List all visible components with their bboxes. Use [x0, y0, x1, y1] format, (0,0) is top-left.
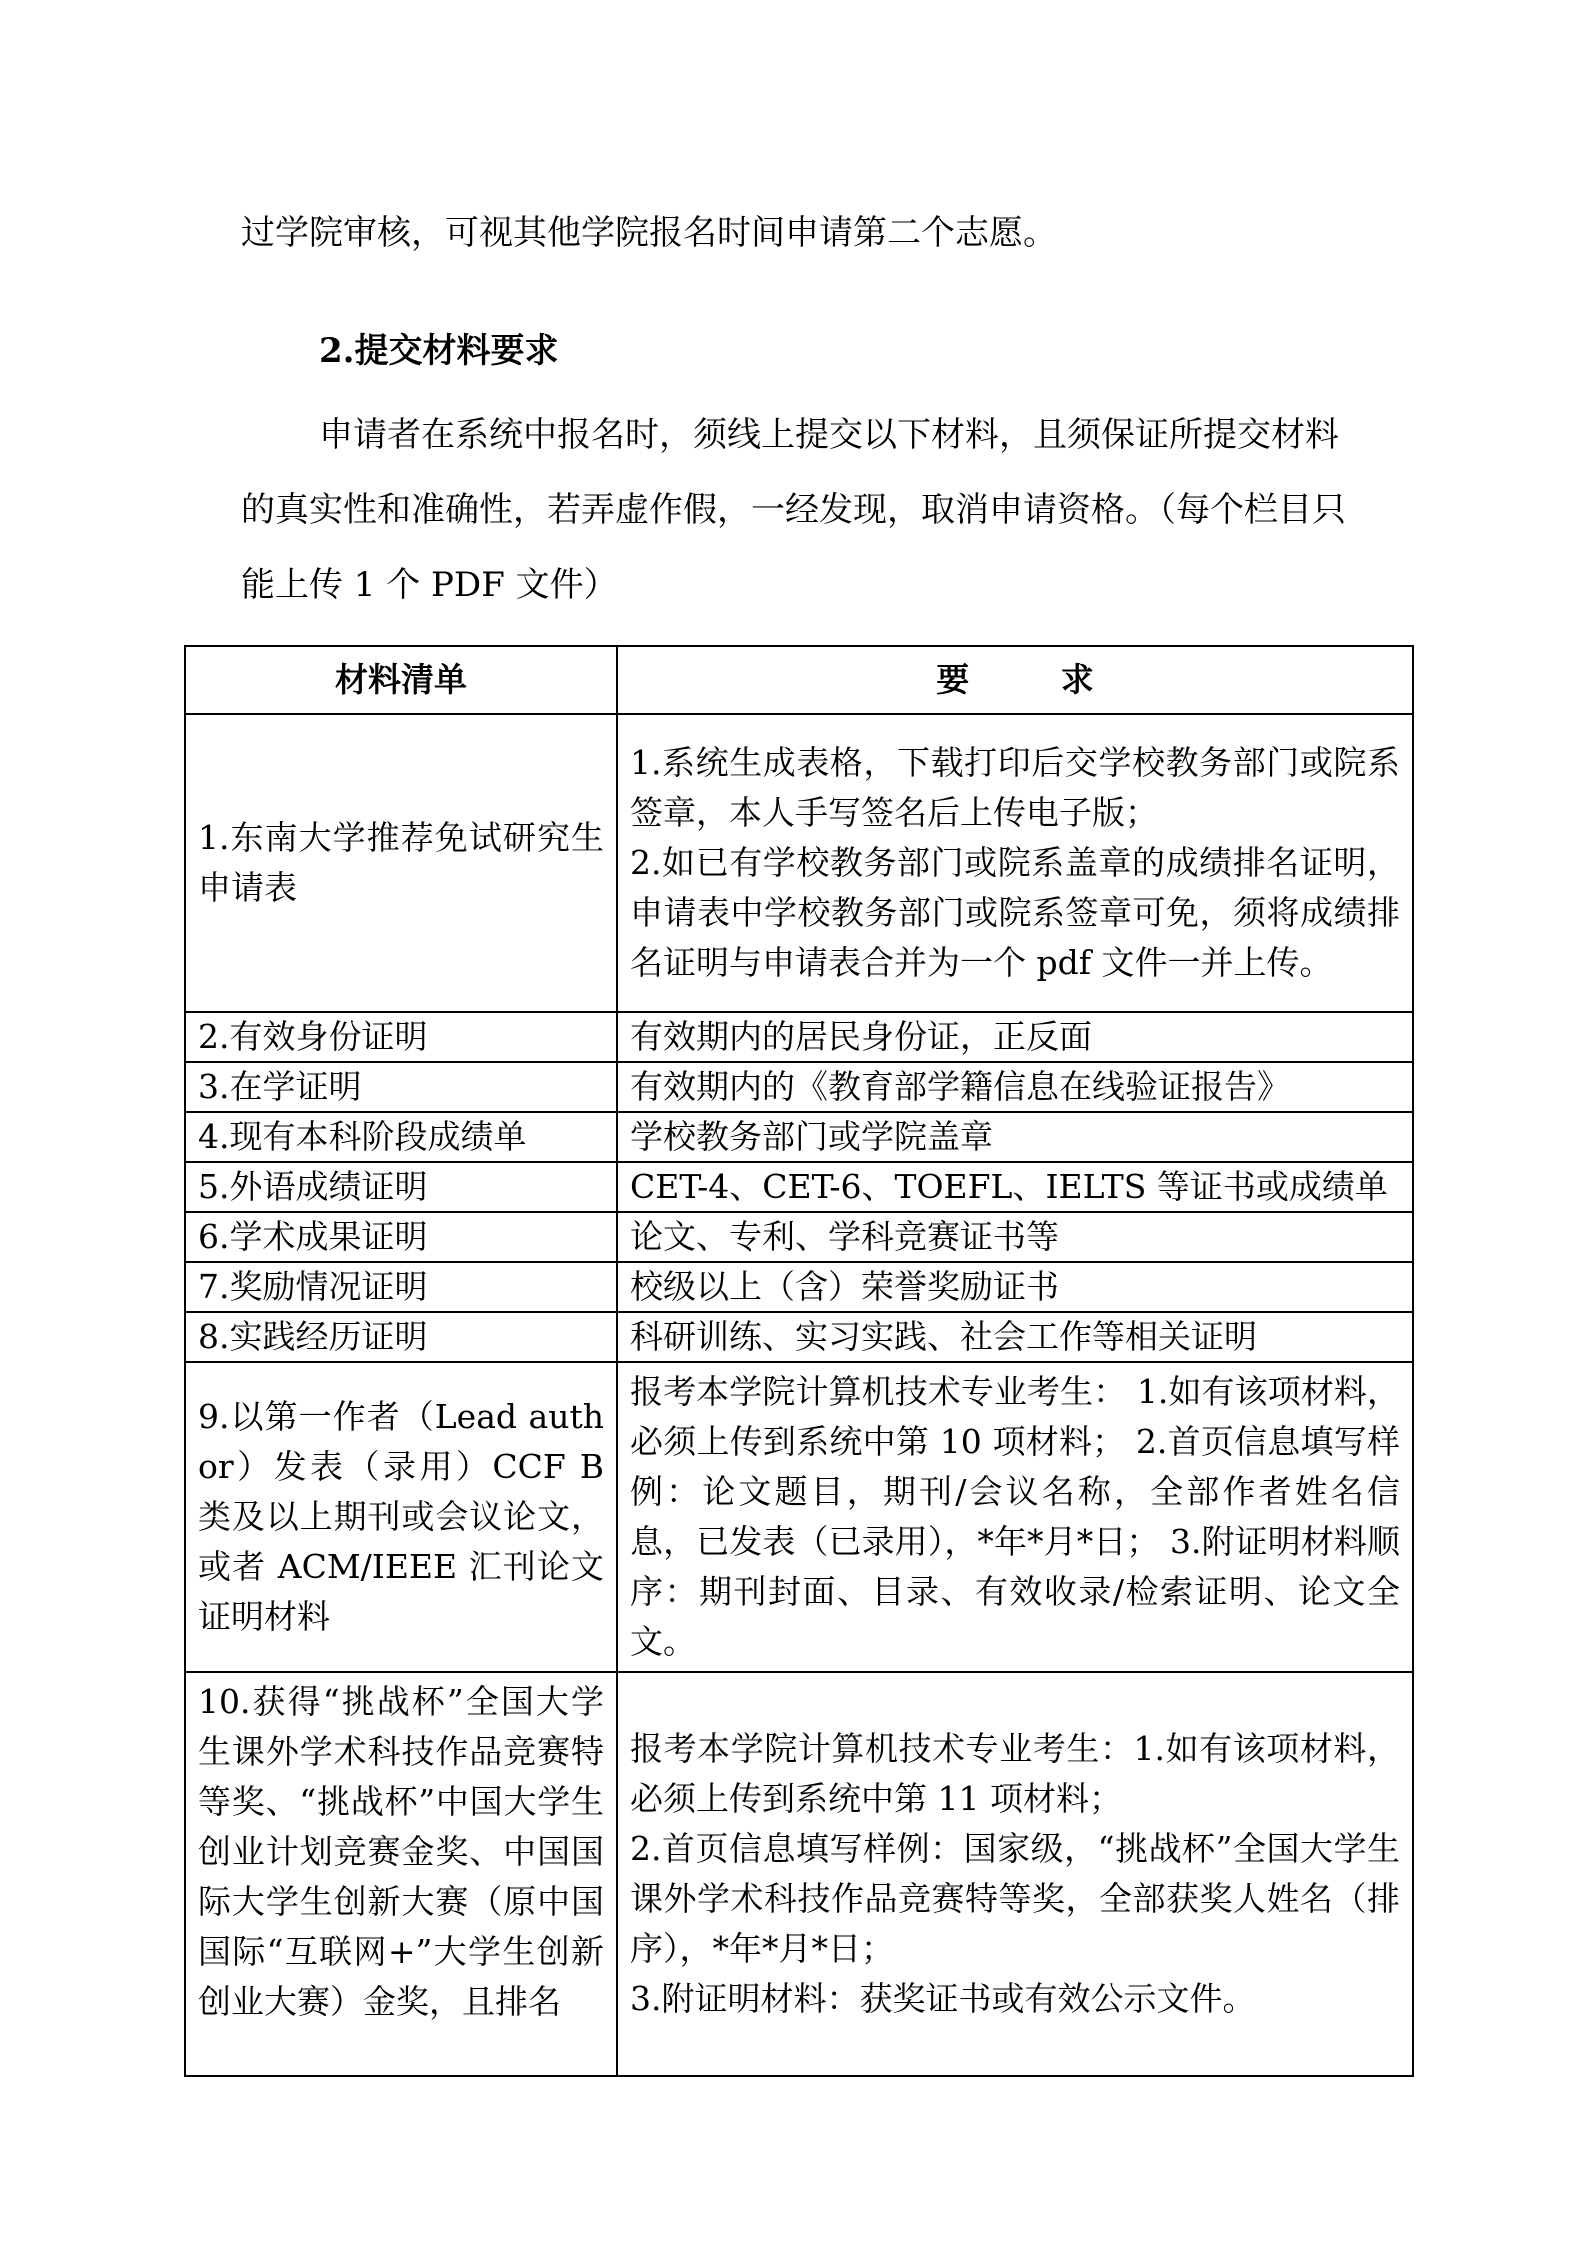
- material-requirement: 报考本学院计算机技术专业考生：1.如有该项材料，必须上传到系统中第 11 项材料； 2.首页信息填写样例：国家级，“挑战杯”全国大学生课外学术科技作品竞赛特等奖，全部获奖人姓名（排序），*年*月*日； 3.附证明材料：获奖证书或有效公示文件。: [617, 1672, 1413, 2076]
- table-row: [185, 1262, 1413, 1312]
- intro-paragraph: 申请者在系统中报名时，须线上提交以下材料，且须保证所提交材料的真实性和准确性，若弄虚作假，一经发现，取消申请资格。（每个栏目只能上传 1 个 PDF 文件）: [241, 415, 1346, 605]
- table-row: [185, 714, 1413, 1012]
- table-header-row: [185, 646, 1413, 714]
- material-item: 8.实践经历证明: [185, 1312, 617, 1362]
- material-item: 10.获得“挑战杯”全国大学生课外学术科技作品竞赛特等奖、“挑战杯”中国大学生创业计划竞赛金奖、中国国际大学生创新大赛（原中国国际“互联网+”大学生创新创业大赛）金奖，且排名: [185, 1672, 617, 2076]
- material-requirement: 学校教务部门或学院盖章: [617, 1112, 1413, 1162]
- material-requirement: CET-4、CET-6、TOEFL、IELTS 等证书或成绩单: [617, 1162, 1413, 1212]
- table-row: [185, 1672, 1413, 2076]
- material-item: 7.奖励情况证明: [185, 1262, 617, 1312]
- material-requirement: 校级以上（含）荣誉奖励证书: [617, 1262, 1413, 1312]
- material-item: 4.现有本科阶段成绩单: [185, 1112, 617, 1162]
- material-requirement: 科研训练、实习实践、社会工作等相关证明: [617, 1312, 1413, 1362]
- table-row: [185, 1162, 1413, 1212]
- table-row: [185, 1112, 1413, 1162]
- material-requirement: 有效期内的居民身份证，正反面: [617, 1012, 1413, 1062]
- table-row: [185, 1062, 1413, 1112]
- materials-table: [184, 645, 1414, 2077]
- header-materials: 材料清单: [185, 646, 617, 714]
- material-item: 2.有效身份证明: [185, 1012, 617, 1062]
- material-requirement: 报考本学院计算机技术专业考生： 1.如有该项材料，必须上传到系统中第 10 项材料； 2.首页信息填写样例：论文题目，期刊/会议名称，全部作者姓名信息，已发表（已录用），*年*月*日； 3.附证明材料顺序：期刊封面、目录、有效收录/检索证明、论文全文。: [617, 1362, 1413, 1672]
- material-item: 5.外语成绩证明: [185, 1162, 617, 1212]
- continuation-line: 过学院审核，可视其他学院报名时间申请第二个志愿。: [241, 213, 1057, 253]
- section-heading: 2.提交材料要求: [319, 331, 559, 371]
- table-row: [185, 1012, 1413, 1062]
- header-requirements: 要 求: [617, 646, 1413, 714]
- material-requirement: 1.系统生成表格，下载打印后交学校教务部门或院系签章，本人手写签名后上传电子版； 2.如已有学校教务部门或院系盖章的成绩排名证明，申请表中学校教务部门或院系签章可免，须将成绩排名证明与申请表合并为一个 pdf 文件一并上传。: [617, 714, 1413, 1012]
- material-item: 1.东南大学推荐免试研究生申请表: [185, 714, 617, 1012]
- material-item: 3.在学证明: [185, 1062, 617, 1112]
- material-item: 6.学术成果证明: [185, 1212, 617, 1262]
- material-item: 9.以第一作者（Lead author）发表（录用）CCF B 类及以上期刊或会议论文，或者 ACM/IEEE 汇刊论文证明材料: [185, 1362, 617, 1672]
- material-requirement: 论文、专利、学科竞赛证书等: [617, 1212, 1413, 1262]
- table-row: [185, 1212, 1413, 1262]
- table-row: [185, 1312, 1413, 1362]
- material-requirement: 有效期内的《教育部学籍信息在线验证报告》: [617, 1062, 1413, 1112]
- table-row: [185, 1362, 1413, 1672]
